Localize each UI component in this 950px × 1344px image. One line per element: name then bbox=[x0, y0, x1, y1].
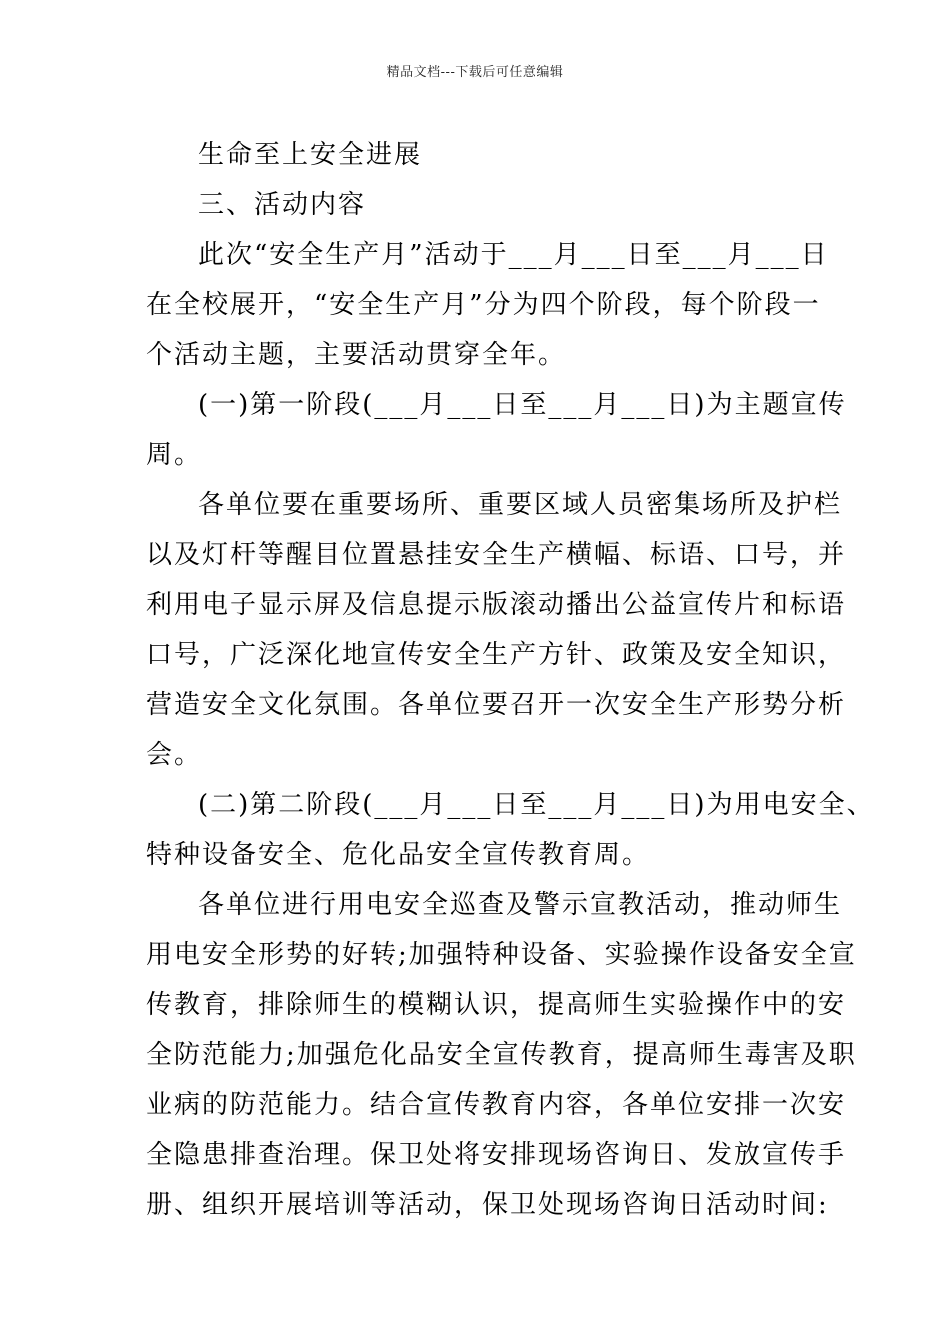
text-line: 以及灯杆等醒目位置悬挂安全生产横幅、标语、口号，并 bbox=[146, 540, 847, 570]
text-line: 特种设备安全、危化品安全宣传教育周。 bbox=[146, 840, 651, 870]
text-line: 全隐患排查治理。保卫处将安排现场咨询日、发放宣传手 bbox=[146, 1140, 847, 1170]
text-line: 全防范能力;加强危化品安全宣传教育，提高师生毒害及职 bbox=[146, 1040, 857, 1070]
text-line: 生命至上安全进展 bbox=[198, 140, 423, 170]
stage-heading: (一)第一阶段(___月___日至___月___日)为主题宣传 bbox=[198, 390, 847, 420]
text-line: 各单位进行用电安全巡查及警示宣教活动，推动师生 bbox=[198, 890, 843, 920]
text-line: 此次“安全生产月”活动于___月___日至___月___日 bbox=[198, 240, 829, 270]
text-line: 利用电子显示屏及信息提示版滚动播出公益宣传片和标语 bbox=[146, 590, 847, 620]
text-line: 营造安全文化氛围。各单位要召开一次安全生产形势分析 bbox=[146, 690, 847, 720]
text-line: 用电安全形势的好转;加强特种设备、实验操作设备安全宣 bbox=[146, 940, 857, 970]
text-line: 周。 bbox=[146, 440, 203, 470]
section-heading: 三、活动内容 bbox=[198, 190, 367, 220]
text-line: 个活动主题，主要活动贯穿全年。 bbox=[146, 340, 567, 370]
text-line: 口号，广泛深化地宣传安全生产方针、政策及安全知识， bbox=[146, 640, 847, 670]
stage-heading: (二)第二阶段(___月___日至___月___日)为用电安全、 bbox=[198, 790, 875, 820]
document-body bbox=[146, 130, 875, 1230]
text-line: 业病的防范能力。结合宣传教育内容，各单位安排一次安 bbox=[146, 1090, 847, 1120]
text-line: 各单位要在重要场所、重要区域人员密集场所及护栏 bbox=[198, 490, 843, 520]
text-line: 册、组织开展培训等活动，保卫处现场咨询日活动时间: bbox=[146, 1190, 829, 1220]
text-line: 会。 bbox=[146, 740, 203, 770]
text-line: 在全校展开，“安全生产月”分为四个阶段，每个阶段一 bbox=[146, 290, 821, 320]
text-line: 传教育，排除师生的模糊认识，提高师生实验操作中的安 bbox=[146, 990, 847, 1020]
page-header: 精品文档---下载后可任意编辑 bbox=[386, 65, 564, 80]
